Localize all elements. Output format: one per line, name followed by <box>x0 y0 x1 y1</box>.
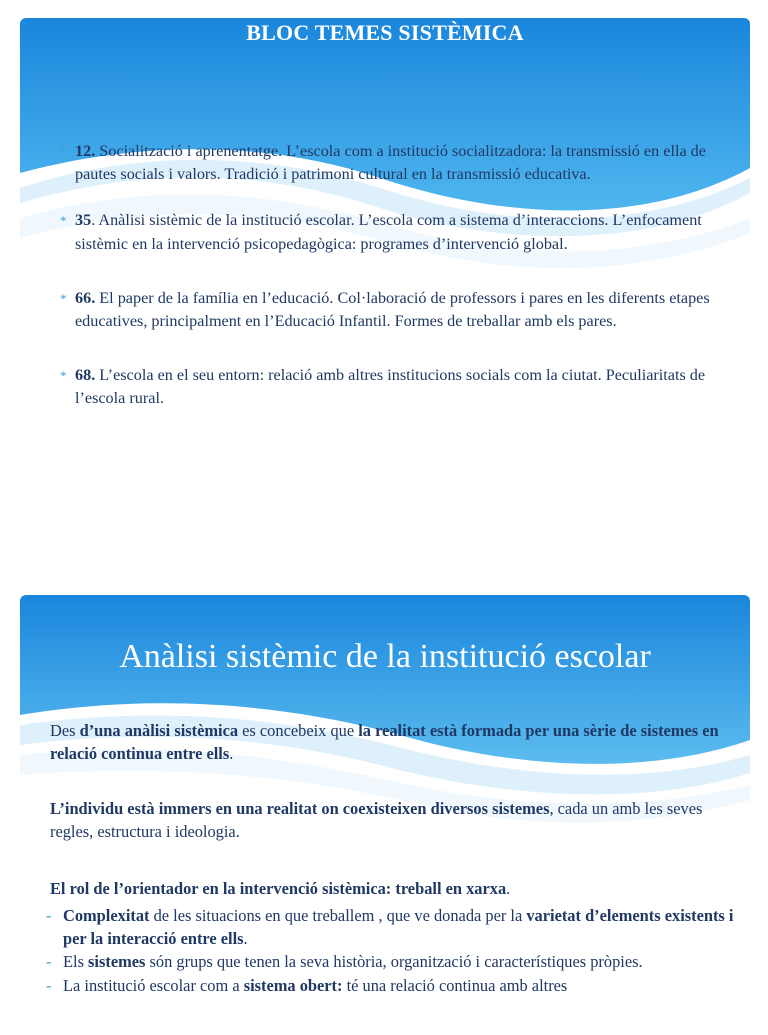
paragraph-analisi <box>50 719 740 765</box>
topic-number: 12. <box>75 142 96 160</box>
text-run: Des <box>50 721 80 740</box>
topic-item-66 <box>60 287 710 333</box>
topic-text: El paper de la família en l’educació. Col·laboració de professors i pares en les diferents etapes educatives, principalment en l’Educació Infantil. Formes de treballar amb els pares. <box>75 288 710 331</box>
text-run: es concebeix que <box>238 721 359 740</box>
bullet-asterisk-icon: * <box>60 290 67 306</box>
dash-item-institucio <box>46 974 746 997</box>
text-run: de les situacions en que treballem , que ve donada per la <box>149 906 527 925</box>
topic-item-68 <box>60 364 710 410</box>
topic-list <box>60 140 710 411</box>
text-run-bold: d’una anàlisi sistèmica <box>79 721 239 740</box>
slide-bloc-temes <box>20 18 750 558</box>
text-run: . <box>506 879 511 898</box>
text-run: té una relació continua amb altres <box>342 975 568 995</box>
text-run: . <box>243 929 248 949</box>
topic-text: . Anàlisi sistèmic de la institució escolar. L’escola com a sistema d’interaccions. L’enfocament sistèmic en la intervenció psicopedagògica: programes d’intervenció global. <box>75 211 702 253</box>
paragraph-individu <box>50 797 740 843</box>
dash-list <box>46 904 746 997</box>
dash-item-sistemes <box>46 950 746 973</box>
topic-item-35 <box>60 209 710 255</box>
dash-bullet-icon: - <box>46 975 52 995</box>
bullet-asterisk-icon: * <box>60 144 67 159</box>
text-run: Els <box>63 952 89 972</box>
text-run-bold: L’individu està immers en una realitat on coexisteixen diversos sistemes <box>50 799 550 818</box>
text-run-bold: sistemes <box>88 952 146 972</box>
topic-item-12 <box>60 140 710 186</box>
slide-title: Anàlisi sistèmic de la institució escolar <box>119 638 651 675</box>
dash-item-complexitat <box>46 904 746 950</box>
dash-bullet-icon: - <box>46 952 52 972</box>
text-run: La institució escolar com a <box>63 975 244 995</box>
text-run-bold: Complexitat <box>63 906 150 925</box>
dash-bullet-icon: - <box>46 906 52 925</box>
text-run-bold: la realitat està formada per una sèrie de sistemes en relació continua entre ells <box>50 721 719 764</box>
text-run-bold: varietat d’elements existents i per la interacció entre ells <box>63 906 734 949</box>
text-run-bold: El rol de l’orientador en la intervenció sistèmica: treball en xarxa <box>50 879 507 898</box>
topic-number: 68. <box>75 366 96 385</box>
slide-title: BLOC TEMES SISTÈMICA <box>246 20 524 45</box>
text-run: . <box>229 744 234 764</box>
topic-number: 66. <box>75 288 96 307</box>
bullet-asterisk-icon: * <box>60 368 67 384</box>
bullet-asterisk-icon: * <box>60 213 67 229</box>
topic-text: L’escola en el seu entorn: relació amb altres institucions socials com la ciutat. Peculiaritats de l’escola rural. <box>75 366 706 408</box>
topic-text: Socialització i aprenentatge. L’escola com a institució socialitzadora: la transmissió en ella de pautes socials i valors. Tradició i patrimoni cultural en la transmissió educativa. <box>75 142 706 184</box>
slide-analisi-sistemic <box>20 595 750 1035</box>
paragraph-rol-orientador <box>50 877 740 900</box>
text-run-bold: sistema obert: <box>243 975 343 995</box>
topic-number: 35 <box>75 211 92 230</box>
text-run: són grups que tenen la seva història, organització i característiques pròpies. <box>145 952 643 972</box>
text-run: , cada un amb les seves regles, estructura i ideologia. <box>50 799 703 842</box>
